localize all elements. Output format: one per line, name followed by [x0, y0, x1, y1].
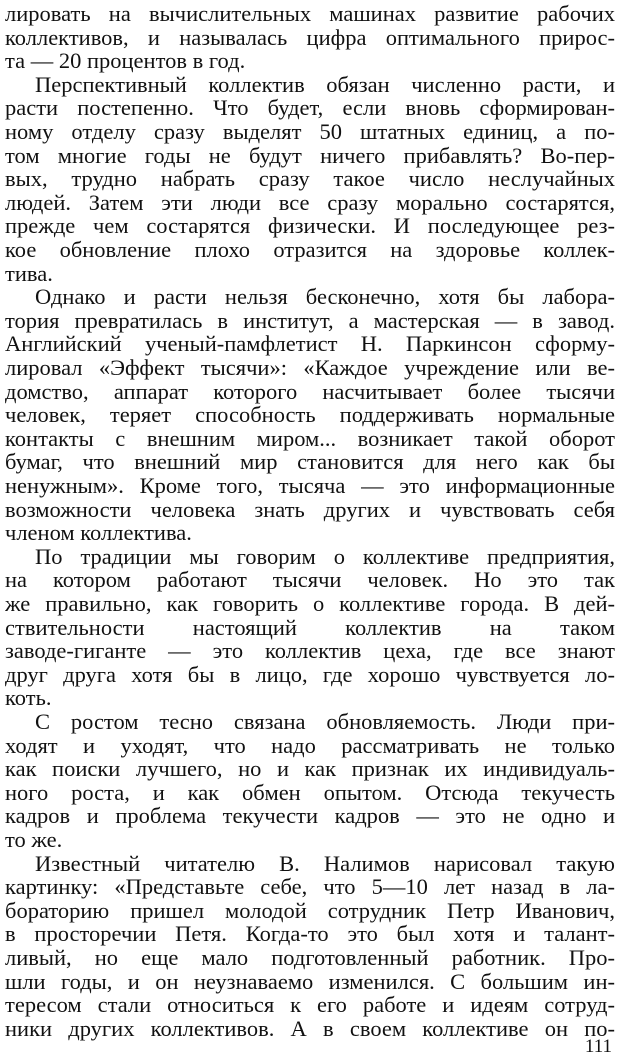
text-line: тория превратилась в институт, а мастерская — в завод. [5, 307, 615, 333]
text-line: человек, теряет способность поддерживать нормальные [5, 402, 615, 428]
text-line: бораторию пришел молодой сотрудник Петр Иванович, [5, 897, 615, 923]
text-line: Перспективный коллектив обязан численно расти, и [35, 71, 615, 97]
text-line: том многие годы не будут ничего прибавлять? Во-пер- [5, 142, 615, 168]
text-line: С ростом тесно связана обновляемость. Люди при- [35, 709, 615, 734]
text-line: как поиски лучшего, но и как признак их индивидуаль- [5, 756, 615, 782]
text-line: ному отделу сразу выделят 50 штатных единиц, а по- [5, 119, 615, 144]
text-line: же правильно, как говорить о коллективе города. В дей- [5, 591, 615, 616]
text-line: людей. Затем эти люди все сразу морально состарятся, [5, 189, 615, 215]
text-line: ненужным». Кроме того, тысяча — это информационные [5, 473, 615, 498]
text-line: ходят и уходят, что надо рассматривать не только [5, 732, 615, 758]
book-page [5, 0, 615, 1062]
text-line: лировал «Эффект тысячи»: «Каждое учреждение или ве- [5, 355, 615, 380]
text-line: на котором работают тысячи человек. Но это так [5, 567, 615, 593]
text-line: тива. [5, 260, 53, 286]
text-line: бумаг, что внешний мир становится для него как бы [5, 449, 615, 475]
text-line: кое обновление плохо отразится на здоровье коллек- [5, 237, 615, 262]
text-line: прежде чем состарятся физически. И последующее рез- [5, 213, 615, 239]
text-line: ного роста, и как обмен опытом. Отсюда текучесть [5, 779, 615, 805]
text-line: ливый, но еще мало подготовленный работник. Про- [5, 945, 615, 970]
text-line: расти постепенно. Что будет, если вновь сформирован- [5, 95, 615, 121]
text-line: та — 20 процентов в год. [5, 48, 246, 74]
text-line: заводе-гиганте — это коллектив цеха, где все знают [5, 638, 615, 664]
text-line: лировать на вычислительных машинах развитие рабочих [5, 1, 615, 26]
text-line: домство, аппарат которого насчитывает более тысячи [5, 378, 615, 404]
text-line: ники других коллективов. А в своем коллективе он по- [5, 1015, 615, 1041]
text-line: возможности человека знать других и чувствовать себя [5, 496, 615, 522]
text-line: ствительности настоящий коллектив на таком [5, 614, 615, 640]
text-line: Однако и расти нельзя бесконечно, хотя бы лабора- [35, 284, 615, 310]
text-line: шли годы, и он неузнаваемо изменился. С большим ин- [5, 968, 615, 994]
text-line: в просторечии Петя. Когда-то это был хотя и талант- [5, 921, 615, 947]
text-line: тересом стали относиться к его работе и идеям сотруд- [5, 992, 615, 1018]
text-line: друг друга хотя бы в лицо, где хорошо чувствуется ло- [5, 661, 615, 687]
text-line: вых, трудно набрать сразу такое число неслучайных [5, 166, 615, 192]
text-line: Известный читателю В. Налимов нарисовал такую [35, 850, 615, 876]
text-line: Английский ученый-памфлетист Н. Паркинсон сформу- [5, 331, 615, 357]
text-line: По традиции мы говорим о коллективе предприятия, [35, 543, 615, 569]
text-line: членом коллектива. [5, 520, 192, 546]
text-line: коть. [5, 685, 52, 711]
text-line: то же. [5, 827, 63, 852]
text-line: коллективов, и называлась цифра оптимального прирос- [5, 24, 615, 50]
page-number: 111 [584, 1036, 612, 1057]
text-line: контакты с внешним миром... возникает такой оборот [5, 425, 615, 451]
text-line: кадров и проблема текучести кадров — это не одно и [5, 803, 615, 829]
text-line: картинку: «Представьте себе, что 5—10 лет назад в ла- [5, 874, 615, 900]
